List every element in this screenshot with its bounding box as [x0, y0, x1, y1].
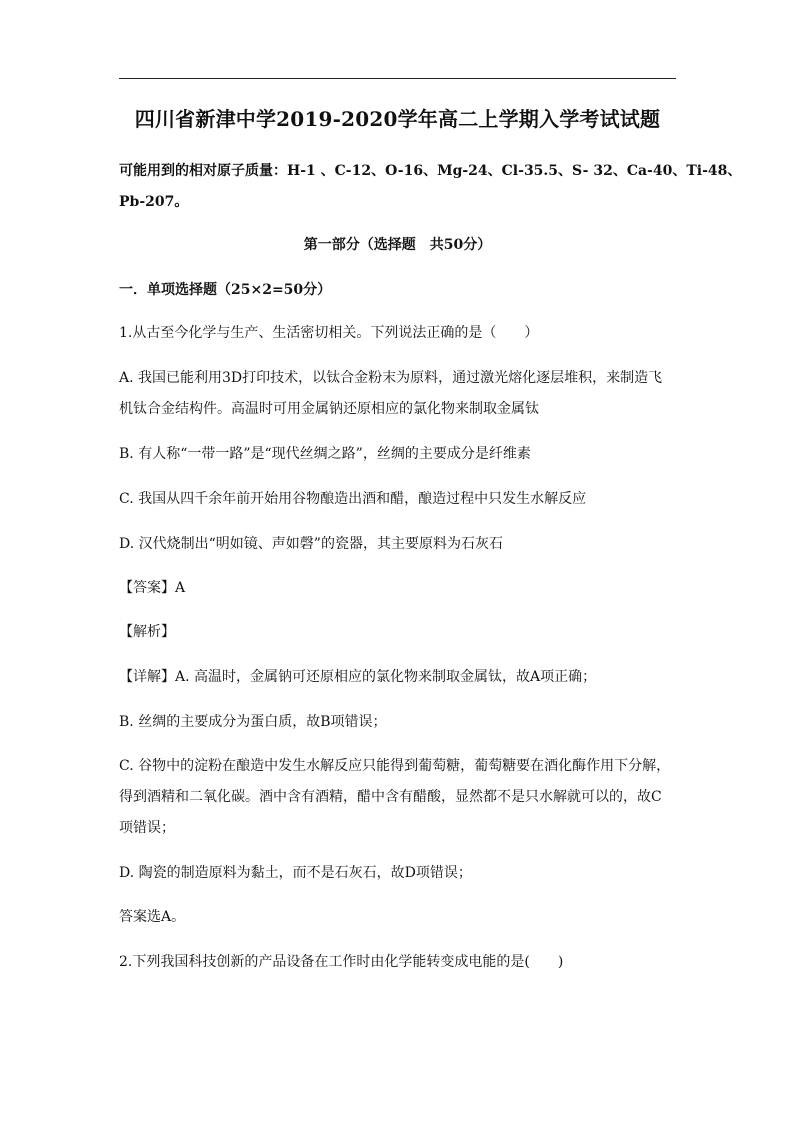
document-title: 四川省新津中学2019-2020学年高二上学期入学考试试题 [134, 107, 661, 131]
question-1-detail-a: 【详解】A. 高温时，金属钠可还原相应的氯化物来制取金属钛，故A项正确； [119, 669, 597, 685]
question-1-detail-b: B. 丝绸的主要成分为蛋白质，故B项错误； [119, 714, 387, 730]
section-title: 第一部分（选择题 共50分） [303, 237, 492, 253]
question-1-detail-c-line-1: C. 谷物中的淀粉在酿造中发生水解反应只能得到葡萄糖，葡萄糖要在酒化酶作用下分解， [119, 758, 671, 774]
atomic-mass-line-1: 可能用到的相对原子质量：H-1 、C-12、O-16、Mg-24、Cl-35.5、S- 32、Ca-40、Ti-48、 [119, 163, 742, 179]
part-heading: 一．单项选择题（25×2=50分） [119, 282, 332, 298]
question-1-detail-c-line-2: 得到酒精和二氧化碳。酒中含有酒精，醋中含有醋酸，显然都不是只水解就可以的，故C [119, 789, 662, 805]
header-rule [119, 78, 676, 79]
question-1-option-b: B. 有人称“一带一路”是“现代丝绸之路”，丝绸的主要成分是纤维素 [119, 446, 531, 462]
question-1-answer: 【答案】A [119, 580, 186, 596]
question-1-option-d: D. 汉代烧制出“明如镜、声如磬”的瓷器，其主要原料为石灰石 [119, 536, 503, 552]
question-1-detail-c-line-3: 项错误； [119, 820, 175, 836]
question-1-conclusion: 答案选A。 [119, 909, 186, 925]
question-1-detail-d: D. 陶瓷的制造原料为黏土，而不是石灰石，故D项错误； [119, 865, 472, 881]
question-1-stem: 1.从古至今化学与生产、生活密切相关。下列说法正确的是（ ） [119, 325, 539, 341]
atomic-mass-line-2: Pb-207。 [119, 194, 189, 210]
question-2-stem: 2.下列我国科技创新的产品设备在工作时由化学能转变成电能的是( ) [119, 954, 564, 970]
question-1-analysis-label: 【解析】 [119, 624, 175, 640]
question-1-option-a-line-1: A. 我国已能利用3D打印技术，以钛合金粉末为原料，通过激光熔化逐层堆积，来制造飞 [119, 370, 663, 386]
question-1-option-c: C. 我国从四千余年前开始用谷物酿造出酒和醋，酿造过程中只发生水解反应 [119, 491, 587, 507]
question-1-option-a-line-2: 机钛合金结构件。高温时可用金属钠还原相应的氯化物来制取金属钛 [119, 401, 539, 417]
